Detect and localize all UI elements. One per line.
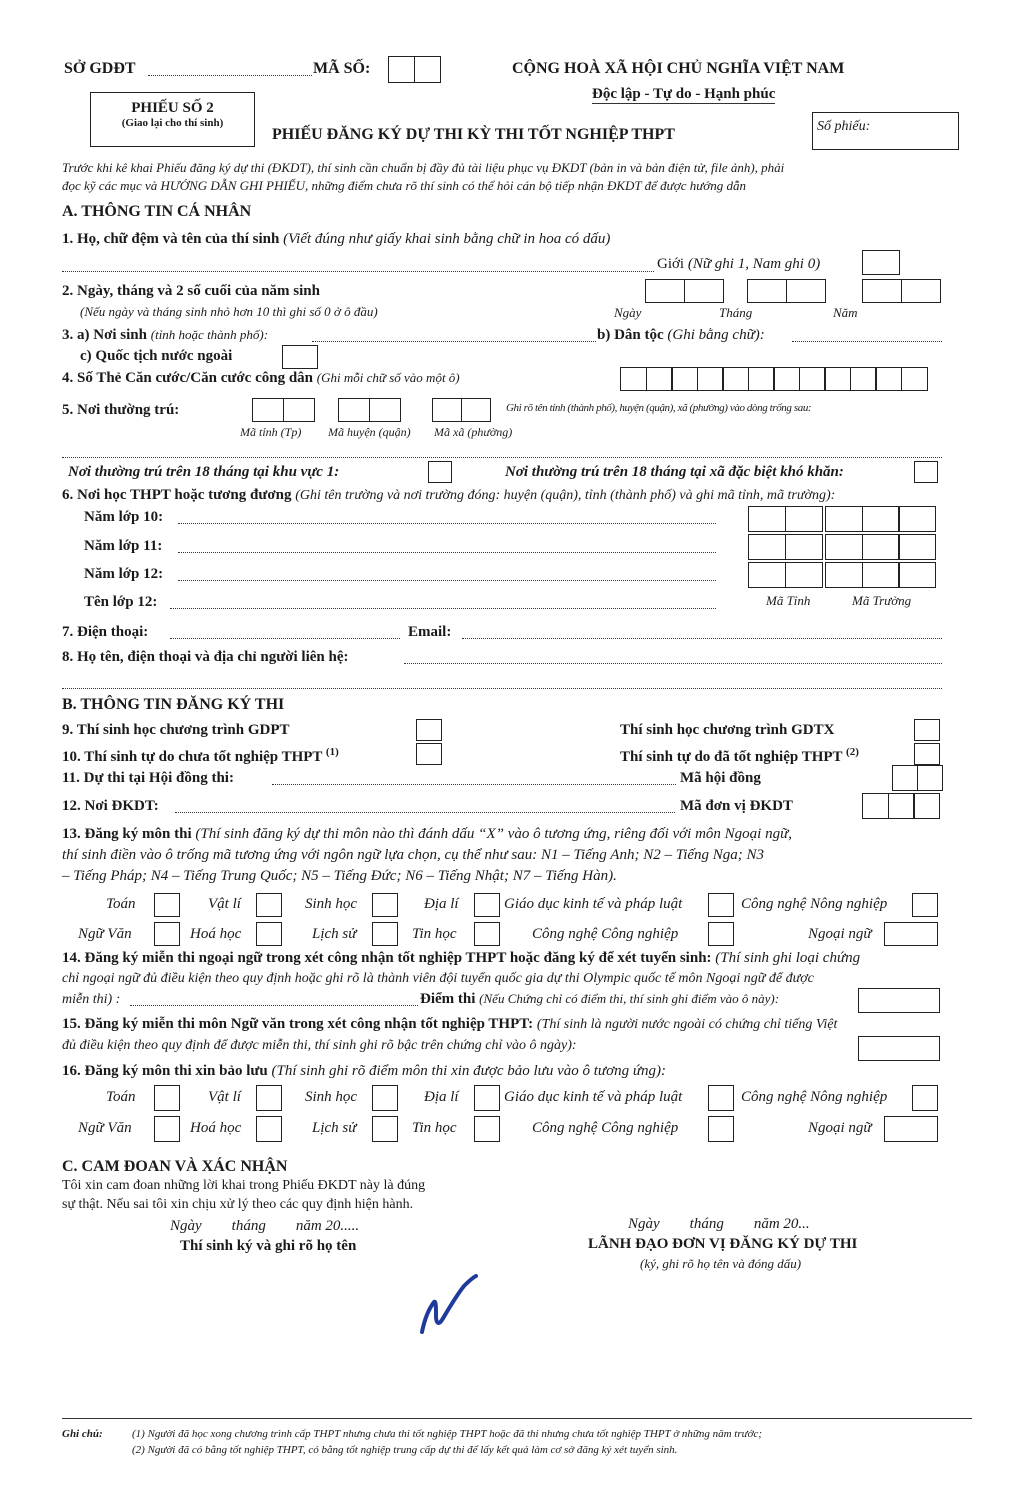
q11-label: 11. Dự thi tại Hội đồng thi: xyxy=(62,770,234,786)
q4-hint: (Ghi mỗi chữ số vào một ô) xyxy=(316,370,460,385)
phieu-so-note: (Giao lại cho thí sinh) xyxy=(121,117,224,129)
kv1-box[interactable] xyxy=(428,461,452,483)
subject-cnnn-box[interactable] xyxy=(912,893,938,917)
gender-label-row xyxy=(657,256,820,273)
reserve-ngu-van: Ngữ Văn xyxy=(78,1120,132,1136)
intro-line-2: đọc kỹ các mục và HƯỚNG DẪN GHI PHIẾU, những điểm chưa rõ thí sinh có thể hỏi cán bộ tiếp nhận ĐKDT để được hướng dẫn xyxy=(62,178,746,193)
phieu-so-label: PHIẾU SỐ 2 xyxy=(131,100,214,116)
reserve-hoa-hoc: Hoá học xyxy=(190,1120,242,1136)
date-left: Ngày tháng năm 20..... xyxy=(170,1218,360,1234)
q6-row xyxy=(62,487,835,504)
subject-vat-li-box[interactable] xyxy=(256,893,282,917)
grade11-codes[interactable] xyxy=(748,534,935,560)
q5-hint: Ghi rõ tên tỉnh (thành phố), huyện (quận), xã (phường) vào dòng trống sau: xyxy=(506,402,812,414)
ethnicity-field[interactable] xyxy=(792,341,942,342)
gdtx-box[interactable] xyxy=(914,719,940,741)
subject-cnnn: Công nghệ Nông nghiệp xyxy=(741,896,888,912)
subject-sinh-hoc: Sinh học xyxy=(305,896,358,912)
subject-toan: Toán xyxy=(106,896,136,912)
q14-label: 14. Đăng ký miễn thi ngoại ngữ trong xét công nhận tốt nghiệp THPT hoặc đăng ký để xét tuyển sinh: xyxy=(62,950,712,966)
q15-line1 xyxy=(62,1016,837,1033)
grade12-label: Năm lớp 12: xyxy=(84,566,164,582)
contact-field-2[interactable] xyxy=(62,688,942,689)
q14-line1 xyxy=(62,950,860,967)
gender-box[interactable] xyxy=(862,250,900,275)
province-code-boxes[interactable] xyxy=(252,398,313,422)
q10-right-label: Thí sinh tự do đã tốt nghiệp THPT xyxy=(620,749,843,765)
section-c-title: C. CAM ĐOAN VÀ XÁC NHẬN xyxy=(62,1158,288,1175)
school-code-col-label: Mã Trường xyxy=(852,593,912,608)
q13-line1 xyxy=(62,826,792,843)
full-name-field[interactable] xyxy=(62,271,654,272)
q10-left-label: 10. Thí sinh tự do chưa tốt nghiệp THPT xyxy=(62,749,323,765)
grade10-codes[interactable] xyxy=(748,506,935,532)
q4-row xyxy=(62,370,460,387)
subject-dia-li-box[interactable] xyxy=(474,893,500,917)
reserve-ngoai-ngu-box[interactable] xyxy=(884,1116,938,1142)
birth-day-boxes[interactable] xyxy=(645,279,722,303)
signature-mark xyxy=(412,1272,482,1338)
exam-council-field[interactable] xyxy=(272,784,676,785)
birth-day-label: Ngày xyxy=(614,305,642,320)
reserve-tin-hoc: Tin học xyxy=(412,1120,457,1136)
subject-lich-su: Lịch sử xyxy=(312,926,357,942)
q3c-label: c) Quốc tịch nước ngoài xyxy=(80,348,233,364)
class12-name-field[interactable] xyxy=(170,608,716,609)
reserve-vat-li-box[interactable] xyxy=(256,1085,282,1111)
q13-label: 13. Đăng ký môn thi xyxy=(62,826,192,842)
reserve-sinh-hoc-box[interactable] xyxy=(372,1085,398,1111)
cert-score-box[interactable] xyxy=(858,988,940,1013)
section-b-title: B. THÔNG TIN ĐĂNG KÝ THI xyxy=(62,696,285,713)
q3a-row xyxy=(62,327,268,344)
q9-right-label: Thí sinh học chương trình GDTX xyxy=(620,722,835,738)
q13-hint: (Thí sinh đăng ký dự thi môn nào thì đánh dấu “X” vào ô tương ứng, riêng đối với môn Ngoại ngữ, xyxy=(195,826,793,842)
subject-tin-hoc: Tin học xyxy=(412,926,457,942)
subject-tin-hoc-box[interactable] xyxy=(474,922,500,946)
so-phieu-label: Số phiếu: xyxy=(817,119,871,134)
form-title: PHIẾU ĐĂNG KÝ DỰ THI KỲ THI TỐT NGHIỆP THPT xyxy=(272,126,675,143)
ma-so-label: MÃ SỐ: xyxy=(313,60,371,77)
date-right: Ngày tháng năm 20... xyxy=(628,1216,810,1232)
q10-left-sup: (1) xyxy=(325,746,339,758)
subject-hoa-hoc: Hoá học xyxy=(190,926,242,942)
footer-note-2: (2) Người đã có bằng tốt nghiệp THPT, có bằng tốt nghiệp trung cấp dự thi để lấy kết quả làm cơ sở đăng ký xét tuyển sinh. xyxy=(132,1444,678,1456)
q10-right-row xyxy=(620,746,859,766)
xa-dbkk-label: Nơi thường trú trên 18 tháng tại xã đặc biệt khó khăn: xyxy=(505,464,844,480)
footer-note-1: (1) Người đã học xong chương trình cấp THPT nhưng chưa thi tốt nghiệp THPT hoặc đã thi nhưng chưa tốt nghiệp THPT ở những năm trước; xyxy=(132,1428,763,1440)
birth-month-boxes[interactable] xyxy=(747,279,824,303)
q2-hint: (Nếu ngày và tháng sinh nhỏ hơn 10 thì ghi số 0 ở ô đầu) xyxy=(80,304,378,319)
reserve-cncn: Công nghệ Công nghiệp xyxy=(532,1120,679,1136)
district-code-boxes[interactable] xyxy=(338,398,399,422)
q13-line2: thí sinh điền vào ô trống mã tương ứng với ngôn ngữ lựa chọn, cụ thể như sau: N1 – Tiếng Anh; N2 – Tiếng Nga; N3 xyxy=(62,847,765,863)
reserve-dia-li: Địa lí xyxy=(424,1089,459,1105)
province-code-col-label: Mã Tỉnh xyxy=(766,593,811,608)
subject-gdktpl-box[interactable] xyxy=(708,893,734,917)
ma-so-boxes[interactable] xyxy=(388,56,439,83)
id-card-boxes[interactable] xyxy=(620,367,926,391)
email-label: Email: xyxy=(408,624,452,640)
q15-hint: (Thí sinh là người nước ngoài có chứng chỉ tiếng Việt xyxy=(536,1017,838,1032)
reserve-sinh-hoc: Sinh học xyxy=(305,1089,358,1105)
q14-line3: miễn thi) : xyxy=(62,992,121,1007)
birth-month-label: Tháng xyxy=(719,305,753,320)
reserve-cnnn: Công nghệ Nông nghiệp xyxy=(741,1089,888,1105)
free-graduated-box[interactable] xyxy=(914,743,940,765)
phieu-so-box xyxy=(90,92,255,147)
commit-line-2: sự thật. Nếu sai tôi xin chịu xử lý theo các quy định hiện hành. xyxy=(62,1197,414,1212)
province-code-label: Mã tỉnh (Tp) xyxy=(240,425,302,439)
council-code-boxes[interactable] xyxy=(892,765,941,791)
q1-row xyxy=(62,231,610,248)
subject-lich-su-box[interactable] xyxy=(372,922,398,946)
reserve-lich-su-box[interactable] xyxy=(372,1116,398,1142)
q10-right-sup: (2) xyxy=(846,746,859,758)
so-gddt-label: SỞ GDĐT xyxy=(64,60,136,77)
unit-code-label: Mã đơn vị ĐKDT xyxy=(680,798,793,814)
subject-toan-box[interactable] xyxy=(154,893,180,917)
reserve-ngu-van-box[interactable] xyxy=(154,1116,180,1142)
reserve-dia-li-box[interactable] xyxy=(474,1085,500,1111)
phone-field[interactable] xyxy=(170,638,400,639)
class12-name-label: Tên lớp 12: xyxy=(84,594,158,610)
foreign-nationality-box[interactable] xyxy=(282,345,318,369)
q1-hint: (Viết đúng như giấy khai sinh bằng chữ in hoa có dấu) xyxy=(283,231,611,247)
grade11-field[interactable] xyxy=(178,552,716,553)
candidate-sign-label: Thí sinh ký và ghi rõ họ tên xyxy=(180,1238,357,1254)
xa-dbkk-box[interactable] xyxy=(914,461,938,483)
birth-year-boxes[interactable] xyxy=(862,279,939,303)
q3a-label: 3. a) Nơi sinh xyxy=(62,327,147,343)
reserve-toan-box[interactable] xyxy=(154,1085,180,1111)
q3b-hint: (Ghi bằng chữ): xyxy=(667,327,765,343)
vietnamese-level-box[interactable] xyxy=(858,1036,940,1061)
q4-label: 4. Số Thẻ Căn cước/Căn cước công dân xyxy=(62,370,314,386)
q5-label: 5. Nơi thường trú: xyxy=(62,402,180,418)
q10-left-row xyxy=(62,746,339,766)
motto: Độc lập - Tự do - Hạnh phúc xyxy=(592,86,776,102)
grade12-codes[interactable] xyxy=(748,562,935,588)
q13-line3: – Tiếng Pháp; N4 – Tiếng Trung Quốc; N5 – Tiếng Đức; N6 – Tiếng Nhật; N7 – Tiếng Hàn). xyxy=(62,868,617,884)
kv1-label: Nơi thường trú trên 18 tháng tại khu vực 1: xyxy=(68,464,340,480)
reserve-tin-hoc-box[interactable] xyxy=(474,1116,500,1142)
q2-label: 2. Ngày, tháng và 2 số cuối của năm sinh xyxy=(62,283,320,299)
q15-line2: đủ điều kiện theo quy định để được miễn thi, thí sinh ghi rõ bậc trên chứng chỉ vào ô ngày): xyxy=(62,1038,577,1053)
ward-code-label: Mã xã (phường) xyxy=(434,425,513,439)
residence-field[interactable] xyxy=(62,457,942,458)
q16-label: 16. Đăng ký môn thi xin bảo lưu xyxy=(62,1063,268,1079)
contact-field[interactable] xyxy=(404,663,942,664)
q6-hint: (Ghi tên trường và nơi trường đóng: huyện (quận), tỉnh (thành phố) và ghi mã tỉnh, mã trường): xyxy=(295,488,836,503)
reserve-lich-su: Lịch sử xyxy=(312,1120,357,1136)
q16-row xyxy=(62,1063,666,1080)
q3a-hint: (tỉnh hoặc thành phố): xyxy=(150,327,269,342)
grade12-field[interactable] xyxy=(178,580,716,581)
reserve-gdktpl-box[interactable] xyxy=(708,1085,734,1111)
q6-label: 6. Nơi học THPT hoặc tương đương xyxy=(62,487,292,503)
ward-code-boxes[interactable] xyxy=(432,398,489,422)
reserve-vat-li: Vật lí xyxy=(208,1089,241,1105)
q15-label: 15. Đăng ký miễn thi môn Ngữ văn trong xét công nhận tốt nghiệp THPT: xyxy=(62,1016,534,1032)
subject-sinh-hoc-box[interactable] xyxy=(372,893,398,917)
unit-code-boxes[interactable] xyxy=(862,793,939,819)
subject-ngu-van-box[interactable] xyxy=(154,922,180,946)
commit-line-1: Tôi xin cam đoan những lời khai trong Phiếu ĐKDT này là đúng xyxy=(62,1178,426,1193)
district-code-label: Mã huyện (quận) xyxy=(328,425,411,439)
reserve-cnnn-box[interactable] xyxy=(912,1085,938,1111)
council-code-label: Mã hội đồng xyxy=(680,770,761,786)
subject-gdktpl: Giáo dục kinh tế và pháp luật xyxy=(504,896,683,912)
section-a-title: A. THÔNG TIN CÁ NHÂN xyxy=(62,203,252,220)
q3b-row xyxy=(597,327,765,344)
unit-leader-sign-hint: (ký, ghi rõ họ tên và đóng dấu) xyxy=(640,1256,802,1271)
q16-hint: (Thí sinh ghi rõ điểm môn thi xin được bảo lưu vào ô tương ứng): xyxy=(271,1063,667,1079)
q14-hint: (Thí sinh ghi loại chứng xyxy=(715,950,861,966)
q14-score-hint: (Nếu Chứng chỉ có điểm thi, thí sinh ghi điểm vào ô này): xyxy=(479,991,780,1006)
birthplace-field[interactable] xyxy=(312,341,596,342)
subject-hoa-hoc-box[interactable] xyxy=(256,922,282,946)
intro-line-1: Trước khi kê khai Phiếu đăng ký dự thi (ĐKDT), thí sinh cần chuẩn bị đầy đủ tài liệu phục vụ ĐKDT (bản in và bản điện tử, file ảnh), phải xyxy=(62,160,785,175)
q9-left-label: 9. Thí sinh học chương trình GDPT xyxy=(62,722,290,738)
subject-vat-li: Vật lí xyxy=(208,896,241,912)
gender-hint: (Nữ ghi 1, Nam ghi 0) xyxy=(687,256,821,272)
subject-ngoai-ngu-box[interactable] xyxy=(884,922,938,946)
grade11-label: Năm lớp 11: xyxy=(84,538,163,554)
q7-label: 7. Điện thoại: xyxy=(62,624,149,640)
unit-leader-sign-label: LÃNH ĐẠO ĐƠN VỊ ĐĂNG KÝ DỰ THI xyxy=(588,1236,858,1252)
gdpt-box[interactable] xyxy=(416,719,442,741)
language-cert-field[interactable] xyxy=(130,1005,418,1006)
reserve-cncn-box[interactable] xyxy=(708,1116,734,1142)
reserve-toan: Toán xyxy=(106,1089,136,1105)
footer-label: Ghi chú: xyxy=(62,1428,103,1440)
subject-ngu-van: Ngữ Văn xyxy=(78,926,132,942)
so-phieu-box[interactable] xyxy=(812,112,959,150)
registration-place-field[interactable] xyxy=(175,812,675,813)
subject-dia-li: Địa lí xyxy=(424,896,459,912)
subject-ngoai-ngu: Ngoại ngữ xyxy=(808,926,872,942)
footer-divider xyxy=(62,1418,972,1419)
grade10-field[interactable] xyxy=(178,523,716,524)
subject-cncn: Công nghệ Công nghiệp xyxy=(532,926,679,942)
q14-line2: chỉ ngoại ngữ đủ điều kiện theo quy định hoặc ghi rõ là thành viên đội tuyển quốc gia dự thi Olympic quốc tế môn Ngoại ngữ để được xyxy=(62,971,814,986)
reserve-hoa-hoc-box[interactable] xyxy=(256,1116,282,1142)
q8-label: 8. Họ tên, điện thoại và địa chỉ người liên hệ: xyxy=(62,649,349,665)
birth-year-label: Năm xyxy=(833,305,858,320)
q12-label: 12. Nơi ĐKDT: xyxy=(62,798,159,814)
q1-label: 1. Họ, chữ đệm và tên của thí sinh xyxy=(62,231,280,247)
grade10-label: Năm lớp 10: xyxy=(84,509,164,525)
reserve-ngoai-ngu: Ngoại ngữ xyxy=(808,1120,872,1136)
nation-title: CỘNG HOÀ XÃ HỘI CHỦ NGHĨA VIỆT NAM xyxy=(512,60,845,77)
q14-score-label: Điểm thi xyxy=(420,991,476,1007)
free-not-graduated-box[interactable] xyxy=(416,743,442,765)
email-field[interactable] xyxy=(462,638,942,639)
reserve-gdktpl: Giáo dục kinh tế và pháp luật xyxy=(504,1089,683,1105)
gender-label: Giới xyxy=(657,256,685,272)
q14-score-row xyxy=(420,991,779,1008)
subject-cncn-box[interactable] xyxy=(708,922,734,946)
so-gddt-field[interactable] xyxy=(148,75,312,76)
q3b-label: b) Dân tộc xyxy=(597,327,664,343)
